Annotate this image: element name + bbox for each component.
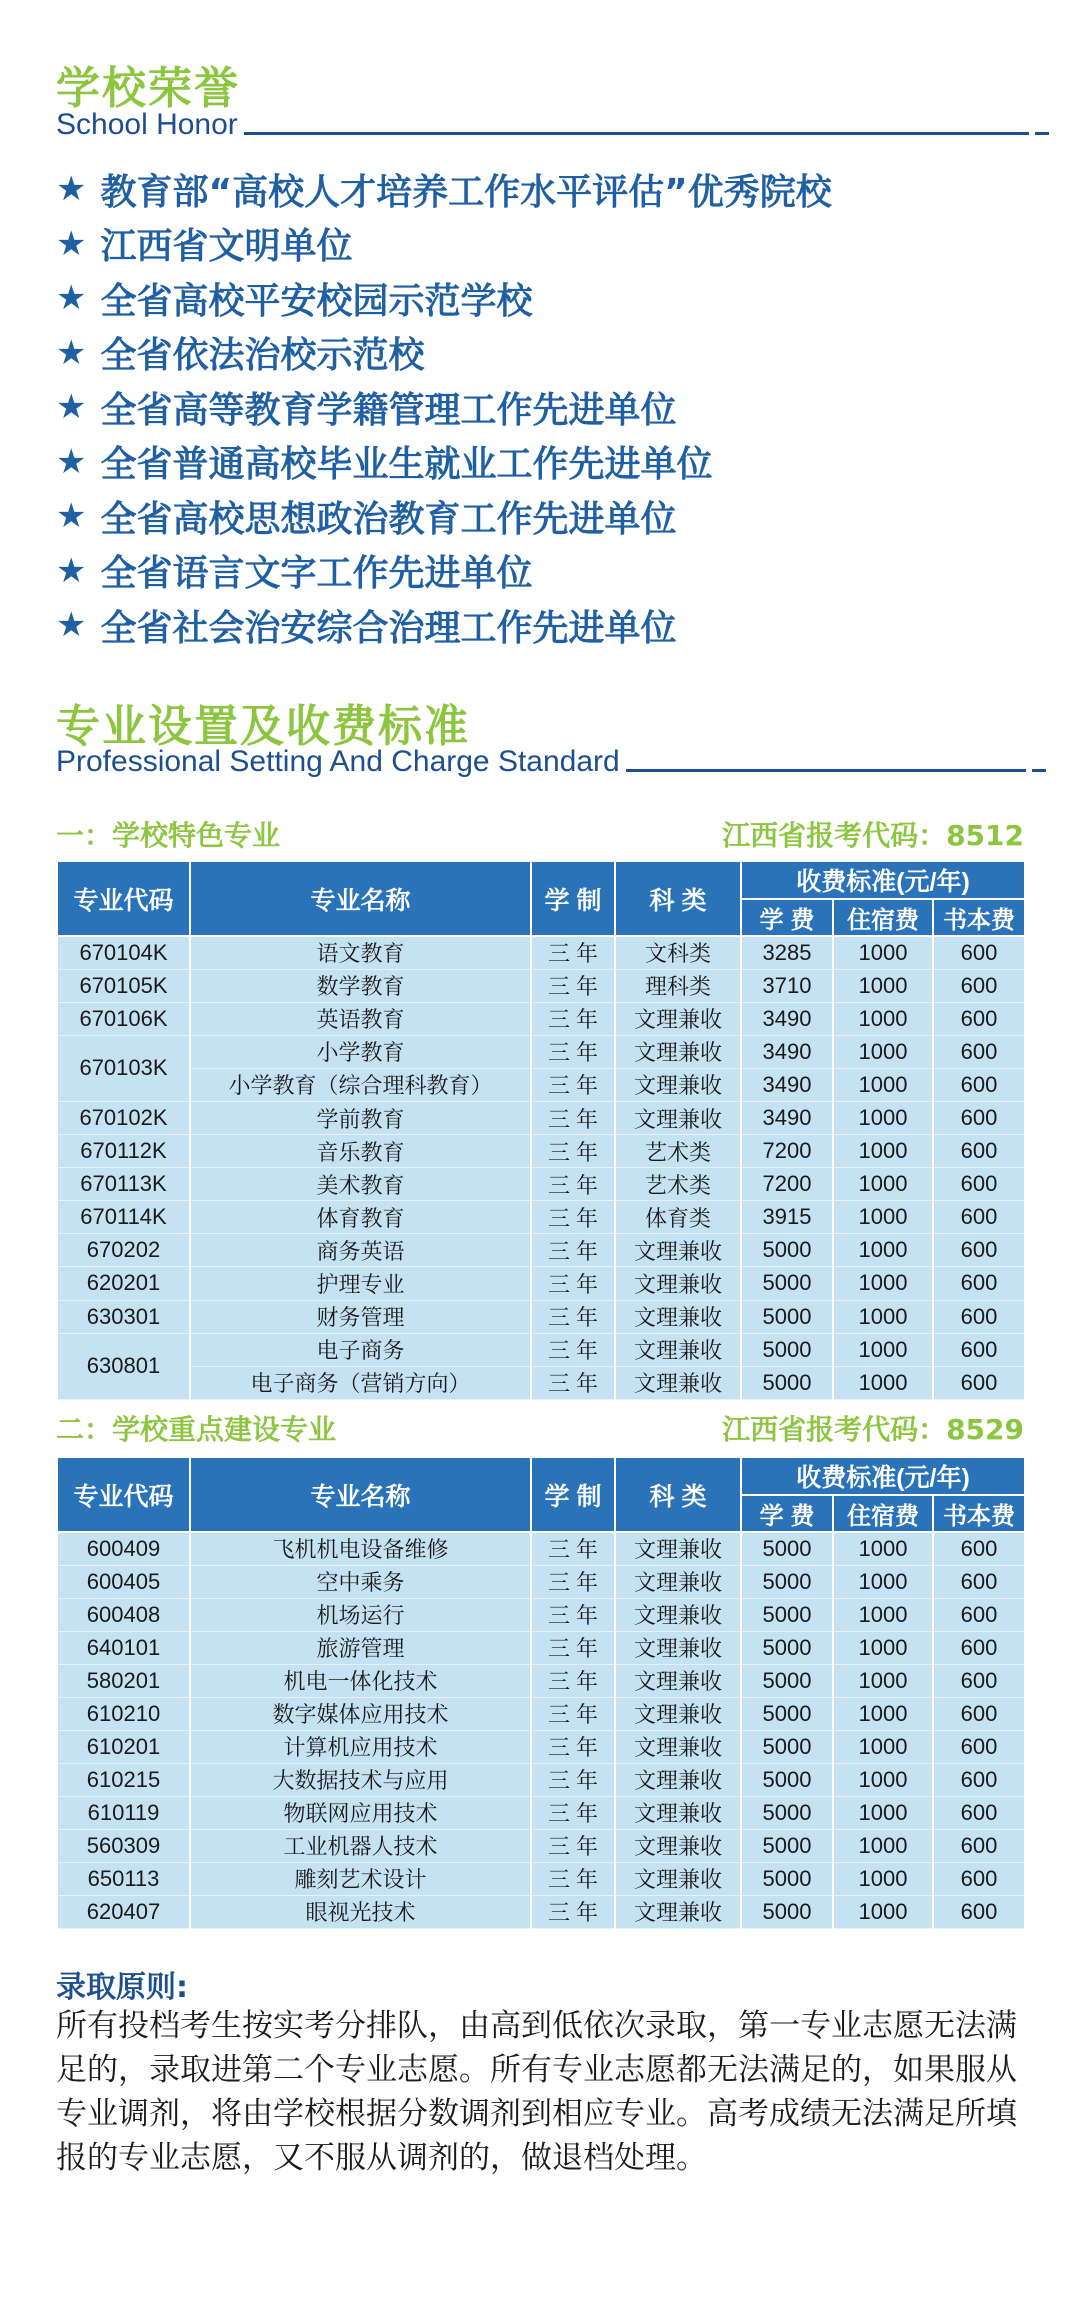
cell-tuition: 3490 xyxy=(741,1101,833,1134)
cell-dorm: 1000 xyxy=(833,969,933,1002)
cell-dorm: 1000 xyxy=(833,1730,933,1763)
admission-text: 所有投档考生按实考分排队，由高到低依次录取，第一专业志愿无法满足的，录取进第二个专业志愿。所有专业志愿都无法满足的，如果服从专业调剂，将由学校根据分数调剂到相应专业。高考成绩无法满足所填报的专业志愿，又不服从调剂的，做退档处理。 xyxy=(56,2008,1017,2176)
table-row xyxy=(57,1598,1025,1631)
cell-duration: 三 年 xyxy=(531,1201,615,1234)
cell-category: 艺术类 xyxy=(615,1135,741,1168)
header-code: 专业代码 xyxy=(57,1457,190,1532)
honor-item-text: 全省普通高校毕业生就业工作先进单位 xyxy=(100,444,713,486)
cell-duration: 三 年 xyxy=(531,1234,615,1267)
cell-code: 580201 xyxy=(57,1664,190,1697)
cell-name: 物联网应用技术 xyxy=(190,1796,531,1829)
table-row xyxy=(57,1300,1025,1333)
fee-table-2 xyxy=(56,1456,1026,1929)
cell-name: 财务管理 xyxy=(190,1300,531,1333)
cell-duration: 三 年 xyxy=(531,936,615,969)
honor-list xyxy=(56,162,832,653)
cell-tuition: 5000 xyxy=(741,1862,833,1895)
cell-book: 600 xyxy=(933,1664,1025,1697)
star-icon: ★ xyxy=(56,496,87,537)
table-row xyxy=(57,1763,1025,1796)
cell-category: 文理兼收 xyxy=(615,1035,741,1068)
cell-code: 620407 xyxy=(57,1895,190,1928)
cell-name: 数字媒体应用技术 xyxy=(190,1697,531,1730)
cell-book: 600 xyxy=(933,969,1025,1002)
cell-tuition: 3915 xyxy=(741,1201,833,1234)
table-row xyxy=(57,1631,1025,1664)
honor-item-text: 全省高校平安校园示范学校 xyxy=(100,280,533,322)
cell-duration: 三 年 xyxy=(531,1763,615,1796)
cell-tuition: 5000 xyxy=(741,1895,833,1928)
cell-tuition: 5000 xyxy=(741,1234,833,1267)
cell-code: 650113 xyxy=(57,1862,190,1895)
honor-item xyxy=(56,217,832,272)
cell-dorm: 1000 xyxy=(833,1101,933,1134)
cell-name: 眼视光技术 xyxy=(190,1895,531,1928)
cell-dorm: 1000 xyxy=(833,1366,933,1399)
table-row xyxy=(57,1035,1025,1068)
cell-category: 文理兼收 xyxy=(615,1763,741,1796)
honor-item xyxy=(56,326,832,381)
table2-caption xyxy=(56,1410,1024,1446)
cell-dorm: 1000 xyxy=(833,1168,933,1201)
cell-book: 600 xyxy=(933,1598,1025,1631)
table-row xyxy=(57,1234,1025,1267)
table-row xyxy=(57,1532,1025,1565)
table-row xyxy=(57,1862,1025,1895)
cell-tuition: 5000 xyxy=(741,1664,833,1697)
table-row xyxy=(57,1664,1025,1697)
honor-item-text: 江西省文明单位 xyxy=(100,226,353,268)
honor-item xyxy=(56,271,832,326)
cell-tuition: 5000 xyxy=(741,1267,833,1300)
cell-name: 飞机机电设备维修 xyxy=(190,1532,531,1565)
cell-tuition: 5000 xyxy=(741,1631,833,1664)
majors-subtitle-text: Professional Setting And Charge Standard xyxy=(56,745,620,778)
cell-dorm: 1000 xyxy=(833,1234,933,1267)
cell-duration: 三 年 xyxy=(531,969,615,1002)
cell-name: 旅游管理 xyxy=(190,1631,531,1664)
cell-book: 600 xyxy=(933,1002,1025,1035)
cell-category: 文理兼收 xyxy=(615,1068,741,1101)
cell-category: 文理兼收 xyxy=(615,1234,741,1267)
header-tuition: 学 费 xyxy=(741,1495,833,1532)
cell-category: 文理兼收 xyxy=(615,1333,741,1366)
honor-subtitle-dash xyxy=(1035,132,1049,135)
cell-code: 620201 xyxy=(57,1267,190,1300)
cell-book: 600 xyxy=(933,936,1025,969)
cell-duration: 三 年 xyxy=(531,1664,615,1697)
table2-exam-code: 江西省报考代码：8529 xyxy=(722,1413,1024,1446)
cell-book: 600 xyxy=(933,1829,1025,1862)
cell-code: 670105K xyxy=(57,969,190,1002)
table-row xyxy=(57,1796,1025,1829)
cell-book: 600 xyxy=(933,1068,1025,1101)
cell-dorm: 1000 xyxy=(833,1035,933,1068)
cell-category: 文理兼收 xyxy=(615,1267,741,1300)
cell-book: 600 xyxy=(933,1697,1025,1730)
cell-dorm: 1000 xyxy=(833,1895,933,1928)
table-row xyxy=(57,1333,1025,1366)
cell-dorm: 1000 xyxy=(833,1267,933,1300)
header-tuition: 学 费 xyxy=(741,899,833,936)
cell-code: 610215 xyxy=(57,1763,190,1796)
cell-category: 文理兼收 xyxy=(615,1697,741,1730)
cell-code: 600405 xyxy=(57,1565,190,1598)
header-duration: 学 制 xyxy=(531,861,615,936)
cell-book: 600 xyxy=(933,1234,1025,1267)
cell-book: 600 xyxy=(933,1532,1025,1565)
table-row xyxy=(57,1730,1025,1763)
star-icon: ★ xyxy=(56,332,87,373)
cell-book: 600 xyxy=(933,1168,1025,1201)
cell-tuition: 3490 xyxy=(741,1002,833,1035)
header-name: 专业名称 xyxy=(190,1457,531,1532)
cell-dorm: 1000 xyxy=(833,1796,933,1829)
cell-book: 600 xyxy=(933,1101,1025,1134)
cell-category: 文理兼收 xyxy=(615,1565,741,1598)
honor-item-text: 全省高等教育学籍管理工作先进单位 xyxy=(100,389,677,431)
cell-book: 600 xyxy=(933,1366,1025,1399)
cell-dorm: 1000 xyxy=(833,1333,933,1366)
cell-name: 数学教育 xyxy=(190,969,531,1002)
honor-item xyxy=(56,380,832,435)
star-icon: ★ xyxy=(56,441,87,482)
cell-code: 670112K xyxy=(57,1135,190,1168)
cell-book: 600 xyxy=(933,1333,1025,1366)
honor-item xyxy=(56,598,832,653)
header-fee-group: 收费标准(元/年) xyxy=(741,861,1025,899)
cell-book: 600 xyxy=(933,1135,1025,1168)
cell-code: 600408 xyxy=(57,1598,190,1631)
cell-tuition: 7200 xyxy=(741,1135,833,1168)
cell-duration: 三 年 xyxy=(531,1035,615,1068)
cell-duration: 三 年 xyxy=(531,1366,615,1399)
cell-tuition: 3490 xyxy=(741,1035,833,1068)
cell-book: 600 xyxy=(933,1862,1025,1895)
header-code: 专业代码 xyxy=(57,861,190,936)
cell-duration: 三 年 xyxy=(531,1730,615,1763)
star-icon: ★ xyxy=(56,605,87,646)
cell-duration: 三 年 xyxy=(531,1796,615,1829)
cell-code: 670103K xyxy=(57,1035,190,1101)
cell-category: 文理兼收 xyxy=(615,1631,741,1664)
cell-name: 空中乘务 xyxy=(190,1565,531,1598)
honor-subtitle xyxy=(56,108,1049,142)
star-icon: ★ xyxy=(56,169,87,210)
cell-tuition: 5000 xyxy=(741,1697,833,1730)
cell-name: 护理专业 xyxy=(190,1267,531,1300)
table1-caption xyxy=(56,816,1024,852)
cell-duration: 三 年 xyxy=(531,1101,615,1134)
cell-book: 600 xyxy=(933,1895,1025,1928)
cell-tuition: 5000 xyxy=(741,1300,833,1333)
table-row xyxy=(57,1366,1025,1399)
header-dorm: 住宿费 xyxy=(833,1495,933,1532)
cell-category: 文理兼收 xyxy=(615,1796,741,1829)
header-fee-group: 收费标准(元/年) xyxy=(741,1457,1025,1495)
cell-code: 600409 xyxy=(57,1532,190,1565)
cell-tuition: 7200 xyxy=(741,1168,833,1201)
table-row xyxy=(57,936,1025,969)
cell-tuition: 3710 xyxy=(741,969,833,1002)
cell-code: 670104K xyxy=(57,936,190,969)
cell-dorm: 1000 xyxy=(833,1664,933,1697)
majors-subtitle xyxy=(56,745,1046,779)
admission-title: 录取原则: xyxy=(56,1970,188,2005)
cell-code: 670202 xyxy=(57,1234,190,1267)
cell-name: 雕刻艺术设计 xyxy=(190,1862,531,1895)
cell-name: 商务英语 xyxy=(190,1234,531,1267)
cell-name: 电子商务（营销方向） xyxy=(190,1366,531,1399)
table-row xyxy=(57,969,1025,1002)
cell-duration: 三 年 xyxy=(531,1267,615,1300)
cell-category: 文理兼收 xyxy=(615,1862,741,1895)
cell-dorm: 1000 xyxy=(833,1002,933,1035)
cell-category: 理科类 xyxy=(615,969,741,1002)
cell-dorm: 1000 xyxy=(833,1631,933,1664)
cell-code: 670113K xyxy=(57,1168,190,1201)
header-book: 书本费 xyxy=(933,1495,1025,1532)
cell-book: 600 xyxy=(933,1730,1025,1763)
cell-book: 600 xyxy=(933,1796,1025,1829)
cell-code: 610119 xyxy=(57,1796,190,1829)
header-book: 书本费 xyxy=(933,899,1025,936)
cell-duration: 三 年 xyxy=(531,1631,615,1664)
cell-dorm: 1000 xyxy=(833,1068,933,1101)
cell-category: 文理兼收 xyxy=(615,1002,741,1035)
cell-book: 600 xyxy=(933,1201,1025,1234)
honor-item-text: 全省高校思想政治教育工作先进单位 xyxy=(100,498,677,540)
table-row xyxy=(57,1565,1025,1598)
cell-category: 文理兼收 xyxy=(615,1895,741,1928)
cell-category: 文理兼收 xyxy=(615,1664,741,1697)
cell-book: 600 xyxy=(933,1763,1025,1796)
cell-duration: 三 年 xyxy=(531,1168,615,1201)
cell-category: 文理兼收 xyxy=(615,1366,741,1399)
header-dorm: 住宿费 xyxy=(833,899,933,936)
table-row xyxy=(57,1697,1025,1730)
header-duration: 学 制 xyxy=(531,1457,615,1532)
cell-tuition: 5000 xyxy=(741,1532,833,1565)
cell-name: 电子商务 xyxy=(190,1333,531,1366)
majors-subtitle-dash xyxy=(1032,769,1046,772)
star-icon: ★ xyxy=(56,387,87,428)
table2-label: 二：学校重点建设专业 xyxy=(56,1413,337,1446)
cell-category: 文理兼收 xyxy=(615,1829,741,1862)
cell-name: 机场运行 xyxy=(190,1598,531,1631)
cell-name: 小学教育 xyxy=(190,1035,531,1068)
cell-tuition: 5000 xyxy=(741,1598,833,1631)
cell-dorm: 1000 xyxy=(833,1697,933,1730)
cell-book: 600 xyxy=(933,1565,1025,1598)
cell-dorm: 1000 xyxy=(833,1862,933,1895)
cell-dorm: 1000 xyxy=(833,1532,933,1565)
cell-duration: 三 年 xyxy=(531,1135,615,1168)
table-row xyxy=(57,1002,1025,1035)
cell-code: 670114K xyxy=(57,1201,190,1234)
cell-dorm: 1000 xyxy=(833,1135,933,1168)
cell-category: 文科类 xyxy=(615,936,741,969)
cell-book: 600 xyxy=(933,1267,1025,1300)
cell-tuition: 5000 xyxy=(741,1829,833,1862)
cell-tuition: 5000 xyxy=(741,1565,833,1598)
cell-tuition: 3285 xyxy=(741,936,833,969)
cell-tuition: 3490 xyxy=(741,1068,833,1101)
majors-subtitle-rule xyxy=(626,769,1026,772)
cell-book: 600 xyxy=(933,1631,1025,1664)
cell-code: 670106K xyxy=(57,1002,190,1035)
honor-item-text: 全省依法治校示范校 xyxy=(100,335,425,377)
cell-name: 机电一体化技术 xyxy=(190,1664,531,1697)
cell-duration: 三 年 xyxy=(531,1002,615,1035)
cell-name: 学前教育 xyxy=(190,1101,531,1134)
cell-code: 640101 xyxy=(57,1631,190,1664)
table1-exam-code: 江西省报考代码：8512 xyxy=(722,819,1024,852)
honor-subtitle-text: School Honor xyxy=(56,108,238,141)
header-category: 科 类 xyxy=(615,1457,741,1532)
cell-name: 工业机器人技术 xyxy=(190,1829,531,1862)
cell-category: 文理兼收 xyxy=(615,1730,741,1763)
honor-item-text: 教育部“高校人才培养工作水平评估”优秀院校 xyxy=(100,171,832,213)
cell-name: 美术教育 xyxy=(190,1168,531,1201)
cell-name: 计算机应用技术 xyxy=(190,1730,531,1763)
table-row xyxy=(57,1895,1025,1928)
cell-dorm: 1000 xyxy=(833,1565,933,1598)
star-icon: ★ xyxy=(56,278,87,319)
cell-duration: 三 年 xyxy=(531,1862,615,1895)
honor-title: 学校荣誉 xyxy=(56,63,240,114)
majors-title: 专业设置及收费标准 xyxy=(56,701,470,752)
cell-dorm: 1000 xyxy=(833,1829,933,1862)
cell-code: 670102K xyxy=(57,1101,190,1134)
cell-duration: 三 年 xyxy=(531,1532,615,1565)
honor-item xyxy=(56,435,832,490)
cell-category: 文理兼收 xyxy=(615,1300,741,1333)
cell-name: 语文教育 xyxy=(190,936,531,969)
cell-book: 600 xyxy=(933,1035,1025,1068)
star-icon: ★ xyxy=(56,223,87,264)
cell-dorm: 1000 xyxy=(833,1300,933,1333)
header-name: 专业名称 xyxy=(190,861,531,936)
cell-code: 610201 xyxy=(57,1730,190,1763)
cell-category: 体育类 xyxy=(615,1201,741,1234)
cell-tuition: 5000 xyxy=(741,1366,833,1399)
cell-duration: 三 年 xyxy=(531,1333,615,1366)
table-row xyxy=(57,1267,1025,1300)
cell-category: 文理兼收 xyxy=(615,1101,741,1134)
cell-duration: 三 年 xyxy=(531,1300,615,1333)
table-row xyxy=(57,1068,1025,1101)
cell-tuition: 5000 xyxy=(741,1730,833,1763)
honor-subtitle-rule xyxy=(244,132,1029,135)
cell-dorm: 1000 xyxy=(833,1201,933,1234)
cell-dorm: 1000 xyxy=(833,1763,933,1796)
cell-duration: 三 年 xyxy=(531,1598,615,1631)
star-icon: ★ xyxy=(56,550,87,591)
table-row xyxy=(57,1101,1025,1134)
cell-duration: 三 年 xyxy=(531,1565,615,1598)
honor-item xyxy=(56,489,832,544)
honor-item xyxy=(56,544,832,599)
cell-name: 小学教育（综合理科教育） xyxy=(190,1068,531,1101)
cell-book: 600 xyxy=(933,1300,1025,1333)
cell-code: 610210 xyxy=(57,1697,190,1730)
table-row xyxy=(57,1135,1025,1168)
cell-name: 体育教育 xyxy=(190,1201,531,1234)
honor-item-text: 全省语言文字工作先进单位 xyxy=(100,553,533,595)
cell-duration: 三 年 xyxy=(531,1895,615,1928)
cell-category: 艺术类 xyxy=(615,1168,741,1201)
cell-code: 630301 xyxy=(57,1300,190,1333)
table-row xyxy=(57,1829,1025,1862)
cell-tuition: 5000 xyxy=(741,1796,833,1829)
cell-duration: 三 年 xyxy=(531,1829,615,1862)
honor-item-text: 全省社会治安综合治理工作先进单位 xyxy=(100,607,677,649)
cell-code: 560309 xyxy=(57,1829,190,1862)
cell-duration: 三 年 xyxy=(531,1697,615,1730)
cell-duration: 三 年 xyxy=(531,1068,615,1101)
honor-item xyxy=(56,162,832,217)
cell-category: 文理兼收 xyxy=(615,1598,741,1631)
cell-name: 大数据技术与应用 xyxy=(190,1763,531,1796)
cell-code: 630801 xyxy=(57,1333,190,1399)
cell-name: 音乐教育 xyxy=(190,1135,531,1168)
table1-label: 一：学校特色专业 xyxy=(56,819,281,852)
table-row xyxy=(57,1168,1025,1201)
header-category: 科 类 xyxy=(615,861,741,936)
cell-tuition: 5000 xyxy=(741,1333,833,1366)
cell-dorm: 1000 xyxy=(833,1598,933,1631)
cell-category: 文理兼收 xyxy=(615,1532,741,1565)
cell-tuition: 5000 xyxy=(741,1763,833,1796)
cell-name: 英语教育 xyxy=(190,1002,531,1035)
table-row xyxy=(57,1201,1025,1234)
cell-dorm: 1000 xyxy=(833,936,933,969)
fee-table-1 xyxy=(56,860,1026,1400)
